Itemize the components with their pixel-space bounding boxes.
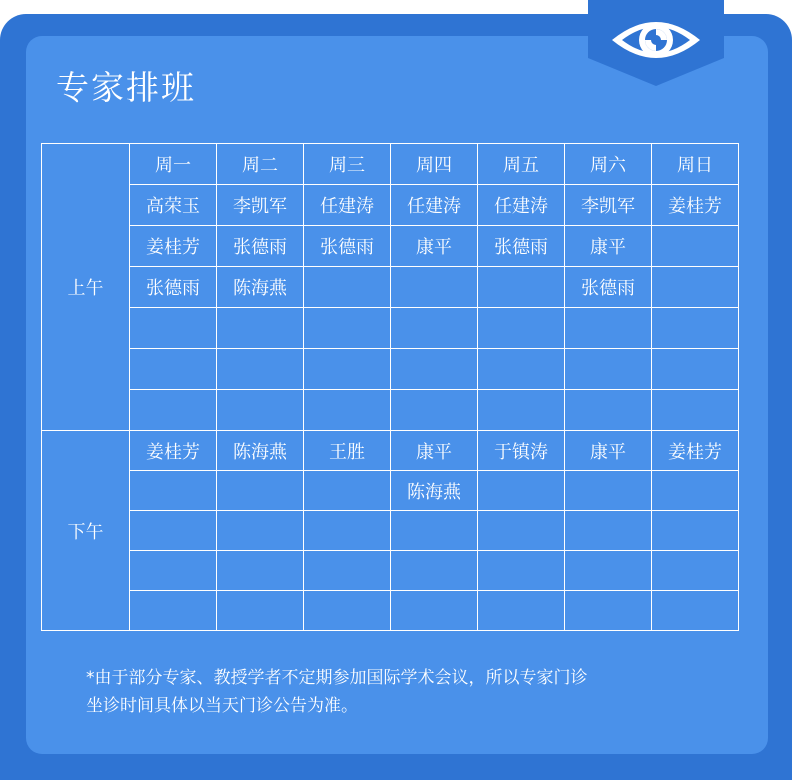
schedule-cell: [565, 390, 652, 431]
schedule-cell: [130, 390, 217, 431]
schedule-cell: [478, 390, 565, 431]
schedule-cell: 康平: [565, 226, 652, 267]
schedule-cell: 姜桂芳: [130, 226, 217, 267]
schedule-cell: 高荣玉: [130, 185, 217, 226]
schedule-cell: [304, 308, 391, 349]
schedule-cell: [391, 551, 478, 591]
schedule-cell: [391, 267, 478, 308]
schedule-cell: [652, 471, 739, 511]
schedule-cell: [565, 591, 652, 631]
table-row: [42, 185, 739, 226]
schedule-table: [41, 143, 739, 631]
period-label-morning: 上午: [42, 144, 130, 431]
schedule-cell: 于镇涛: [478, 431, 565, 471]
schedule-cell: 张德雨: [304, 226, 391, 267]
schedule-cell: 任建涛: [478, 185, 565, 226]
schedule-cell: [217, 551, 304, 591]
schedule-cell: 王胜: [304, 431, 391, 471]
schedule-cell: 张德雨: [565, 267, 652, 308]
schedule-cell: 陈海燕: [217, 267, 304, 308]
schedule-cell: 陈海燕: [391, 471, 478, 511]
schedule-cell: [217, 349, 304, 390]
schedule-cell: [652, 308, 739, 349]
day-header: 周三: [304, 144, 391, 185]
schedule-cell: 姜桂芳: [652, 431, 739, 471]
schedule-cell: [652, 390, 739, 431]
schedule-cell: [565, 471, 652, 511]
schedule-cell: 康平: [565, 431, 652, 471]
schedule-cell: [652, 226, 739, 267]
schedule-cell: [217, 511, 304, 551]
period-label-afternoon: 下午: [42, 431, 130, 631]
table-row: [42, 591, 739, 631]
schedule-cell: [478, 551, 565, 591]
schedule-cell: [565, 308, 652, 349]
schedule-cell: [478, 267, 565, 308]
schedule-cell: 陈海燕: [217, 431, 304, 471]
schedule-cell: [565, 551, 652, 591]
schedule-cell: [565, 349, 652, 390]
header-row: [42, 144, 739, 185]
schedule-cell: 张德雨: [130, 267, 217, 308]
schedule-cell: 姜桂芳: [130, 431, 217, 471]
day-header: 周五: [478, 144, 565, 185]
schedule-cell: [391, 390, 478, 431]
schedule-cell: [652, 591, 739, 631]
eye-icon: [588, 0, 724, 86]
day-header: 周日: [652, 144, 739, 185]
schedule-cell: [130, 471, 217, 511]
page-title: 专家排班: [56, 68, 196, 107]
schedule-cell: [130, 551, 217, 591]
footnote-line: 坐诊时间具体以当天门诊公告为准。: [86, 696, 358, 716]
schedule-cell: [652, 551, 739, 591]
schedule-cell: 任建涛: [391, 185, 478, 226]
schedule-cell: [391, 591, 478, 631]
table-row: [42, 390, 739, 431]
day-header: 周六: [565, 144, 652, 185]
schedule-cell: [217, 308, 304, 349]
footnote: [86, 664, 726, 720]
table-row: [42, 226, 739, 267]
schedule-cell: [217, 591, 304, 631]
schedule-cell: [478, 349, 565, 390]
schedule-cell: [304, 551, 391, 591]
schedule-cell: 张德雨: [478, 226, 565, 267]
schedule-cell: [391, 349, 478, 390]
schedule-cell: [391, 511, 478, 551]
schedule-cell: [565, 511, 652, 551]
schedule-cell: [652, 267, 739, 308]
day-header: 周二: [217, 144, 304, 185]
table-row: [42, 431, 739, 471]
schedule-cell: [130, 349, 217, 390]
schedule-cell: [478, 471, 565, 511]
schedule-cell: [652, 511, 739, 551]
schedule-cell: [391, 308, 478, 349]
schedule-cell: [652, 349, 739, 390]
schedule-cell: [217, 390, 304, 431]
table-row: [42, 551, 739, 591]
table-row: [42, 511, 739, 551]
schedule-cell: [304, 349, 391, 390]
schedule-cell: [478, 591, 565, 631]
schedule-cell: [130, 591, 217, 631]
table-row: [42, 267, 739, 308]
schedule-cell: [304, 591, 391, 631]
table-row: [42, 308, 739, 349]
schedule-cell: [304, 267, 391, 308]
table-row: [42, 471, 739, 511]
schedule-cell: 姜桂芳: [652, 185, 739, 226]
schedule-cell: 李凯军: [565, 185, 652, 226]
footnote-line: *由于部分专家、教授学者不定期参加国际学术会议，所以专家门诊: [86, 668, 588, 688]
schedule-cell: 康平: [391, 431, 478, 471]
schedule-cell: 康平: [391, 226, 478, 267]
schedule-cell: [478, 511, 565, 551]
schedule-cell: [304, 471, 391, 511]
schedule-cell: [478, 308, 565, 349]
schedule-cell: [304, 390, 391, 431]
schedule-cell: 任建涛: [304, 185, 391, 226]
schedule-cell: [130, 511, 217, 551]
day-header: 周四: [391, 144, 478, 185]
schedule-cell: 张德雨: [217, 226, 304, 267]
schedule-cell: [130, 308, 217, 349]
schedule-cell: [304, 511, 391, 551]
table-row: [42, 349, 739, 390]
day-header: 周一: [130, 144, 217, 185]
schedule-cell: [217, 471, 304, 511]
schedule-cell: 李凯军: [217, 185, 304, 226]
